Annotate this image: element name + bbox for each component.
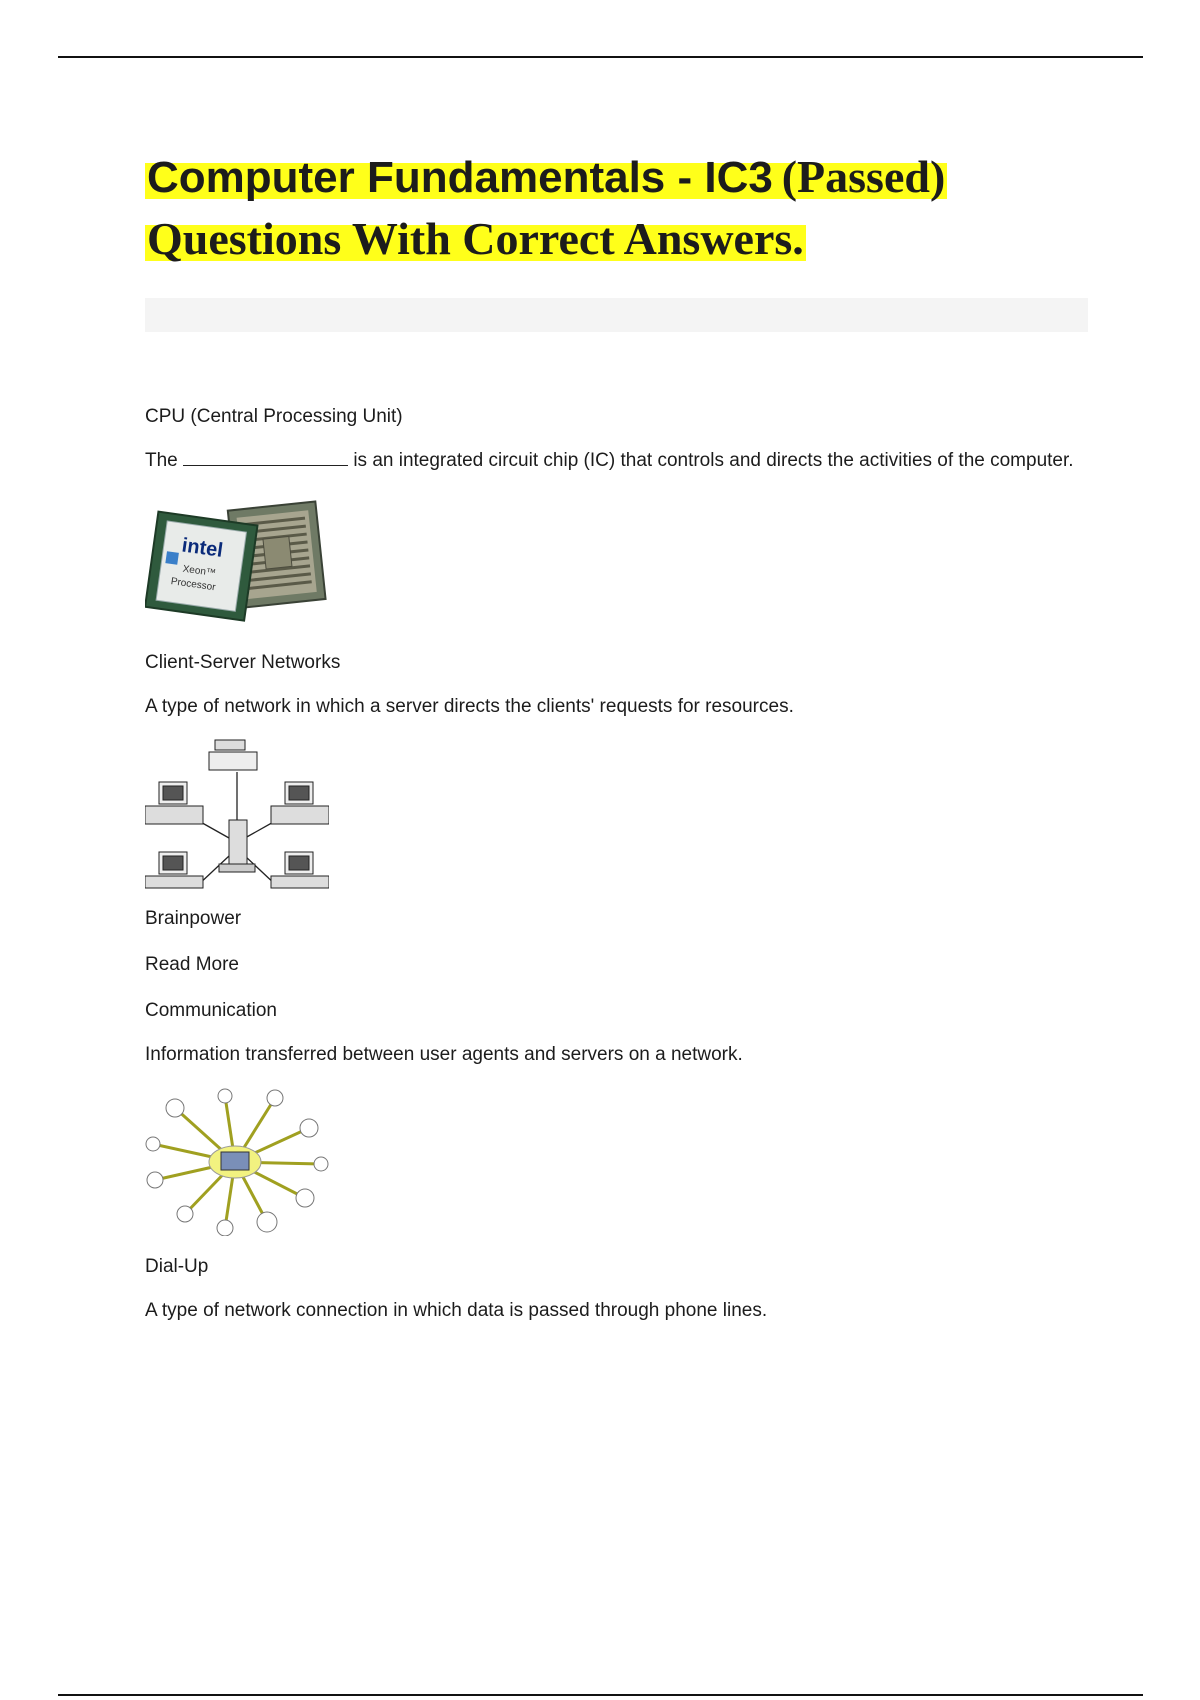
definition-communication: Information transferred between user agents and servers on a network.	[145, 1044, 743, 1065]
term-dial-up: Dial-Up	[145, 1256, 209, 1277]
document-title	[145, 148, 1090, 272]
term-client-server: Client-Server Networks	[145, 652, 341, 673]
cpu-chip-image	[145, 498, 329, 622]
definition-dial-up: A type of network connection in which data is passed through phone lines.	[145, 1300, 768, 1321]
svg-text:Xeon™: Xeon™	[181, 563, 217, 580]
definition-client-server: A type of network in which a server directs the clients' requests for resources.	[145, 696, 794, 717]
term-brainpower: Brainpower	[145, 908, 242, 929]
gray-banner	[145, 298, 1088, 332]
bottom-rule	[58, 1694, 1143, 1696]
title-subtitle: Questions With Correct Answers.	[147, 213, 804, 264]
term-communication: Communication	[145, 1000, 277, 1021]
client-server-network-diagram	[145, 738, 329, 890]
title-passed: (Passed)	[781, 151, 946, 202]
document-body	[145, 148, 1090, 1326]
svg-text:Processor: Processor	[170, 576, 217, 594]
fill-in-blank	[183, 449, 348, 466]
title-main: Computer Fundamentals - IC3	[147, 153, 773, 202]
term-cpu: CPU (Central Processing Unit)	[145, 406, 403, 427]
svg-text:intel: intel	[180, 534, 225, 562]
communication-network-diagram	[145, 1088, 329, 1236]
top-rule	[58, 56, 1143, 58]
definition-cpu: The is an integrated circuit chip (IC) that controls and directs the activities of the computer.	[145, 450, 1074, 471]
term-read-more: Read More	[145, 954, 239, 975]
